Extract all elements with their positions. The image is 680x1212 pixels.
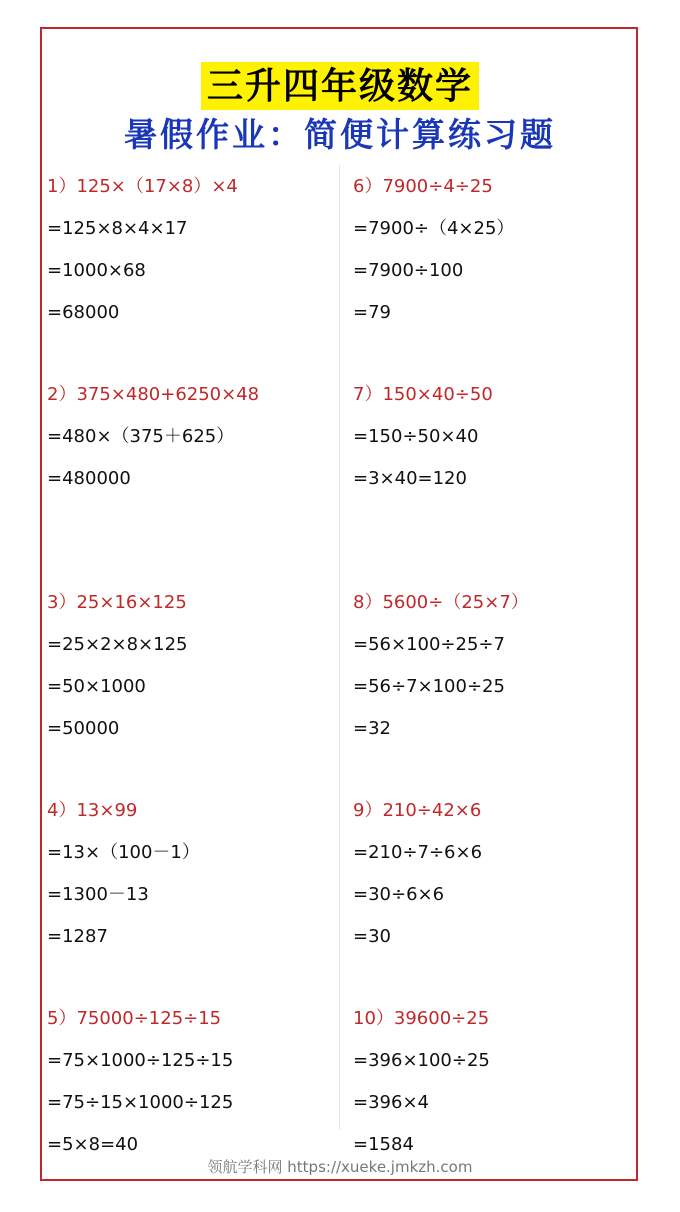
problem-question: 8）5600÷（25×7）: [353, 592, 529, 613]
problem-10: [353, 1004, 633, 1212]
problem-question: 6）7900÷4÷25: [353, 176, 493, 197]
solution-step: =1584: [353, 1134, 414, 1155]
problem-question: 1）125×（17×8）×4: [47, 176, 238, 197]
solution-step: =25×2×8×125: [47, 634, 188, 655]
solution-step: =1300－13: [47, 884, 149, 905]
problem-5: [47, 1004, 332, 1212]
solution-step: =125×8×4×17: [47, 218, 188, 239]
problem-7: [353, 380, 633, 588]
solution-step: =210÷7÷6×6: [353, 842, 483, 863]
solution-step: =3×40=120: [353, 468, 467, 489]
column-divider: [339, 165, 340, 1130]
problem-question: 2）375×480+6250×48: [47, 384, 260, 405]
page-title: 三升四年级数学: [201, 62, 479, 110]
solution-step: =1000×68: [47, 260, 146, 281]
problem-question: 7）150×40÷50: [353, 384, 493, 405]
solution-step: =5×8=40: [47, 1134, 139, 1155]
solution-step: =56÷7×100÷25: [353, 676, 505, 697]
solution-step: =75×1000÷125÷15: [47, 1050, 234, 1071]
problem-question: 4）13×99: [47, 800, 138, 821]
solution-step: =75÷15×1000÷125: [47, 1092, 234, 1113]
solution-step: =30÷6×6: [353, 884, 445, 905]
solution-step: =13×（100－1）: [47, 842, 200, 863]
right-column: [353, 172, 633, 1212]
problem-6: [353, 172, 633, 380]
problem-1: [47, 172, 332, 380]
solution-step: =79: [353, 302, 391, 323]
solution-step: =7900÷（4×25）: [353, 218, 515, 239]
solution-step: =396×4: [353, 1092, 429, 1113]
solution-step: =68000: [47, 302, 120, 323]
solution-step: =32: [353, 718, 391, 739]
problem-2: [47, 380, 332, 588]
solution-step: =1287: [47, 926, 108, 947]
problem-4: [47, 796, 332, 1004]
solution-step: =50×1000: [47, 676, 146, 697]
solution-step: =30: [353, 926, 391, 947]
solution-step: =50000: [47, 718, 120, 739]
title-area: [0, 62, 680, 110]
problem-8: [353, 588, 633, 796]
solution-step: =480000: [47, 468, 131, 489]
problem-question: 10）39600÷25: [353, 1008, 490, 1029]
problem-9: [353, 796, 633, 1004]
footer-watermark: 领航学科网 https://xueke.jmkzh.com: [207, 1158, 473, 1176]
solution-step: =150÷50×40: [353, 426, 479, 447]
problem-question: 3）25×16×125: [47, 592, 187, 613]
solution-step: =56×100÷25÷7: [353, 634, 505, 655]
left-column: [47, 172, 332, 1212]
problem-question: 5）75000÷125÷15: [47, 1008, 222, 1029]
problem-3: [47, 588, 332, 796]
solution-step: =7900÷100: [353, 260, 464, 281]
page-subtitle: 暑假作业：简便计算练习题: [124, 115, 556, 154]
solution-step: =480×（375＋625）: [47, 426, 235, 447]
solution-step: =396×100÷25: [353, 1050, 490, 1071]
problem-question: 9）210÷42×6: [353, 800, 482, 821]
